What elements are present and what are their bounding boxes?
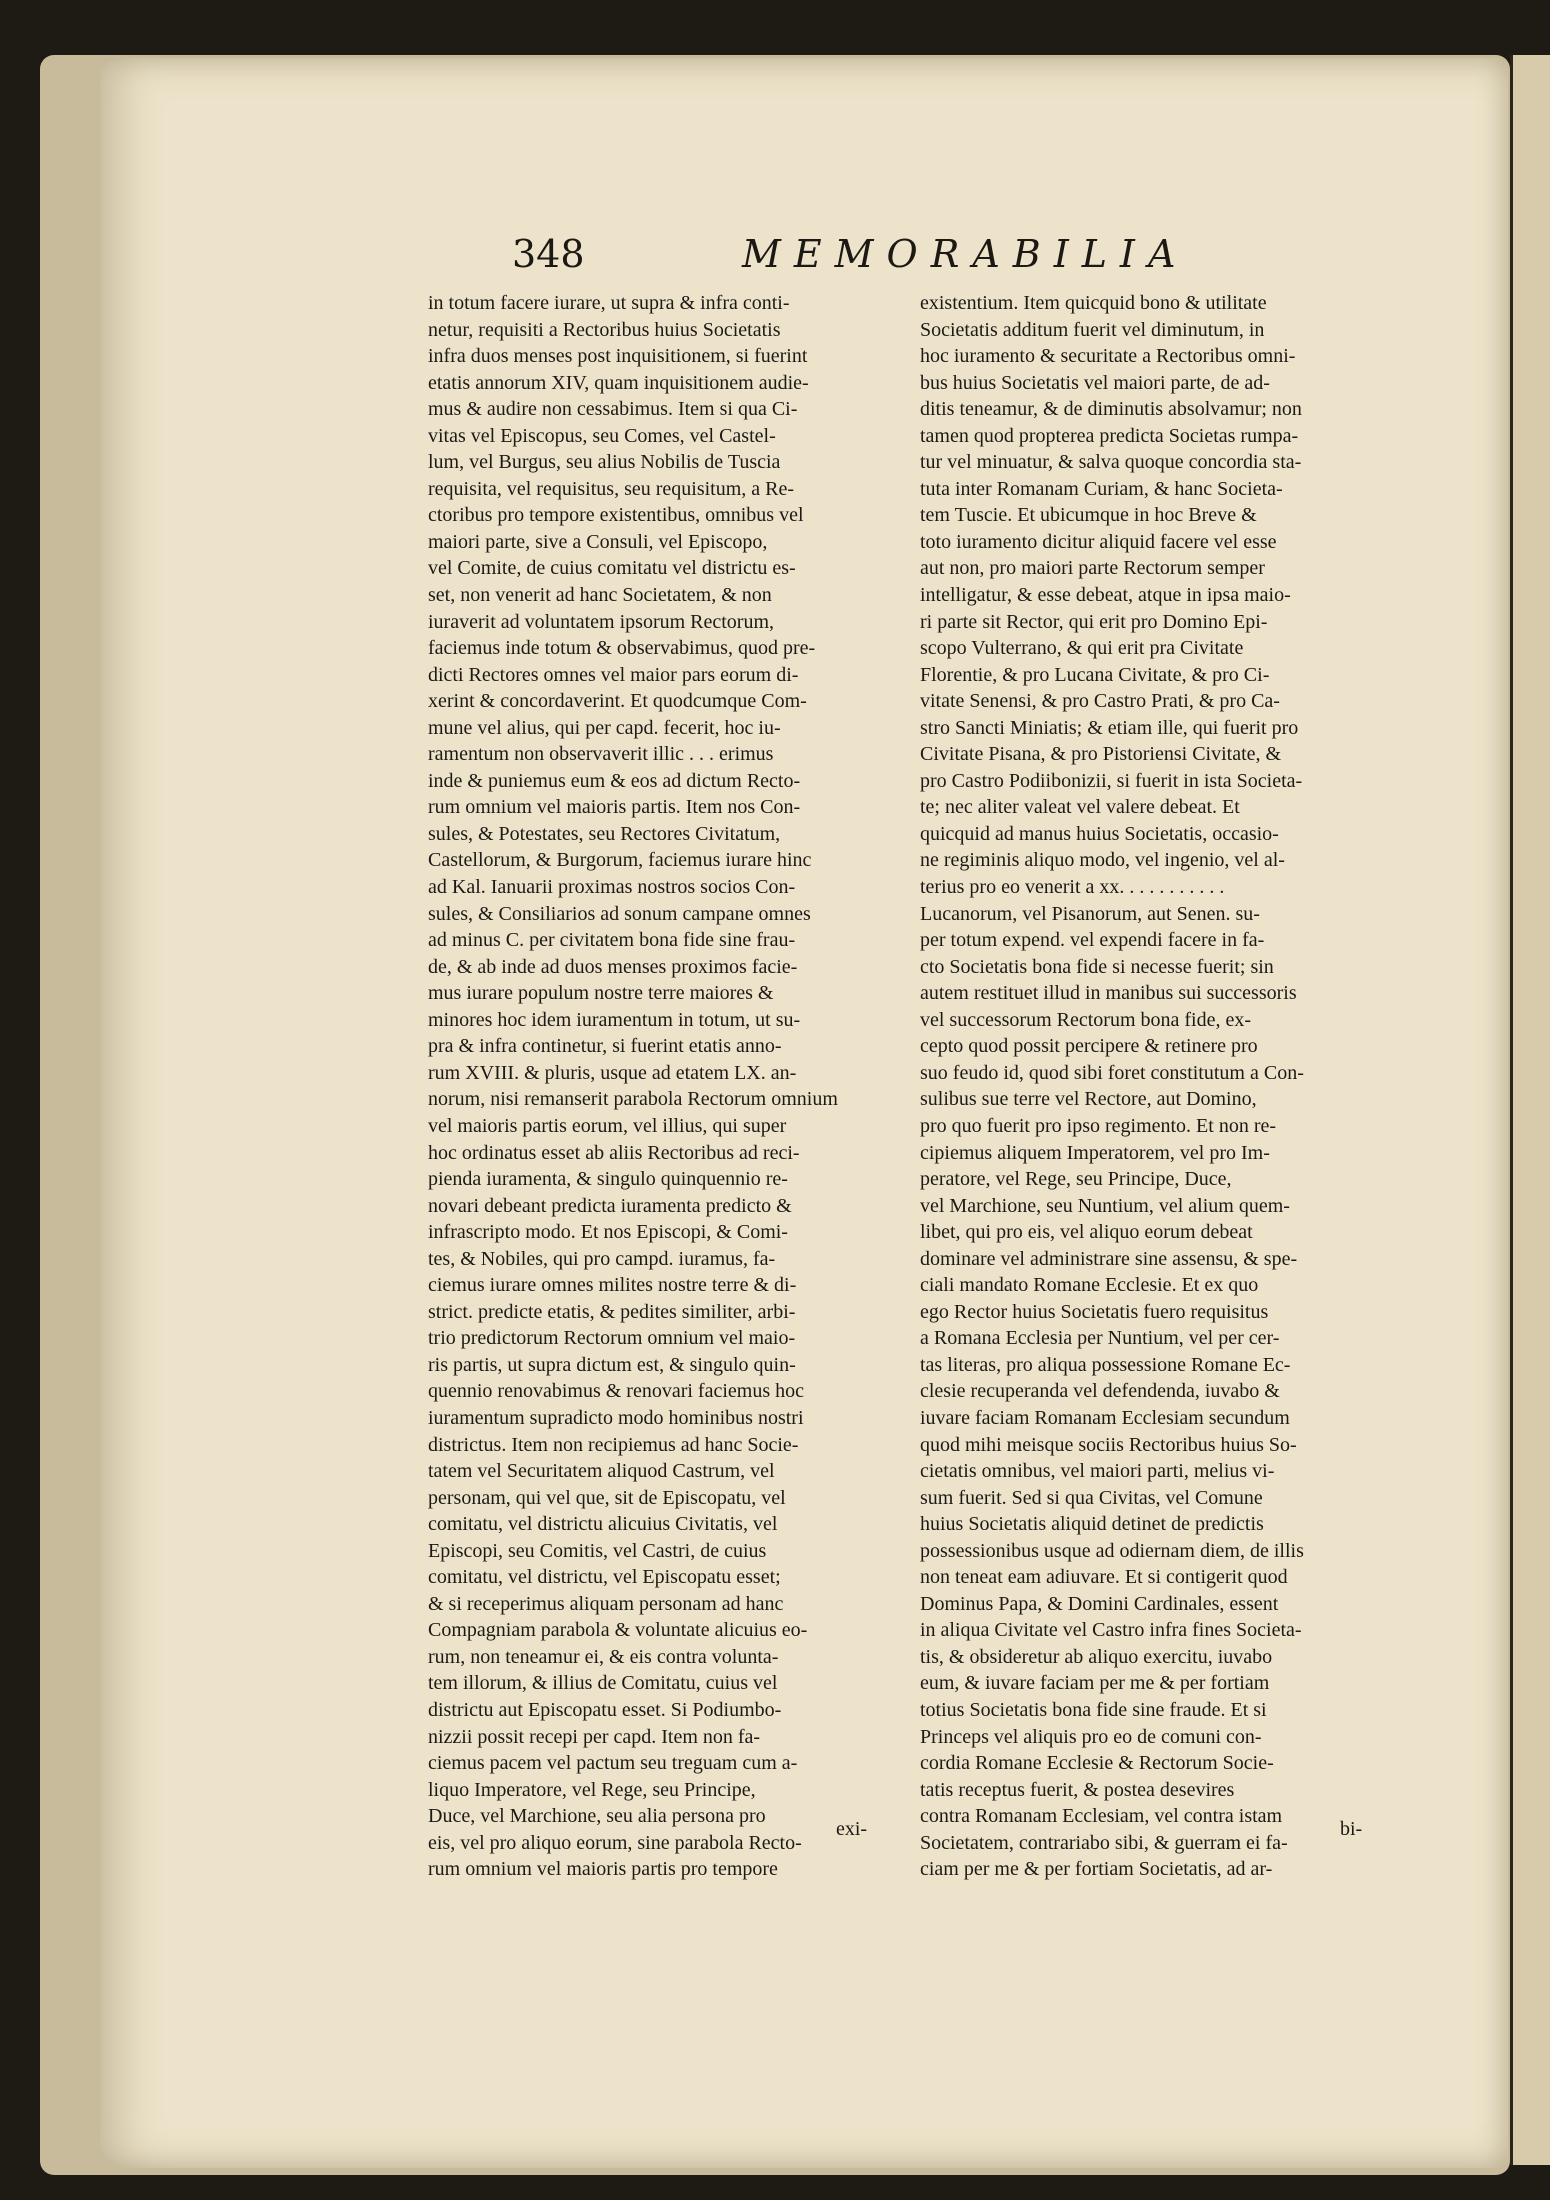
text-line: Castellorum, & Burgorum, faciemus iurare hinc — [428, 849, 812, 872]
text-line: toto iuramento dicitur aliquid facere vel esse — [920, 530, 1277, 553]
text-line: trio predictorum Rectorum omnium vel maio- — [428, 1327, 796, 1350]
text-line: in aliqua Civitate vel Castro infra fines Societa- — [920, 1619, 1302, 1642]
text-line: sulibus sue terre vel Rectore, aut Domino, — [920, 1088, 1257, 1111]
text-line: hoc ordinatus esset ab aliis Rectoribus ad reci- — [428, 1141, 800, 1164]
text-line: infra duos menses post inquisitionem, si fuerint — [428, 345, 808, 368]
text-line: peratore, vel Rege, seu Principe, Duce, — [920, 1168, 1232, 1191]
text-line: eis, vel pro aliquo eorum, sine parabola Recto- — [428, 1831, 802, 1854]
text-line: minores hoc idem iuramentum in totum, ut su- — [428, 1008, 801, 1031]
text-line: ramentum non observaverit illic . . . erimus — [428, 743, 774, 766]
text-line: possessionibus usque ad odiernam diem, de illis — [920, 1539, 1304, 1562]
text-line: a Romana Ecclesia per Nuntium, vel per cer- — [920, 1327, 1280, 1350]
text-line: cto Societatis bona fide si necesse fuerit; sin — [920, 955, 1274, 978]
text-line: ad minus C. per civitatem bona fide sine frau- — [428, 929, 796, 952]
text-line: vitate Senensi, & pro Castro Prati, & pro Ca- — [920, 690, 1280, 713]
text-line: Dominus Papa, & Domini Cardinales, essent — [920, 1592, 1279, 1615]
text-line: lum, vel Burgus, seu alius Nobilis de Tuscia — [428, 451, 781, 474]
text-line: nizzii possit recepi per capd. Item non fa- — [428, 1725, 761, 1748]
text-line: tes, & Nobiles, qui pro campd. iuramus, fa- — [428, 1247, 776, 1270]
text-line: districtu aut Episcopatu esset. Si Podiumbo- — [428, 1698, 782, 1721]
running-head: MEMORABILIA — [742, 232, 1189, 276]
text-line: scopo Vulterrano, & qui erit pra Civitate — [920, 637, 1244, 660]
text-line: ctoribus pro tempore existentibus, omnibus vel — [428, 504, 804, 527]
text-line: in totum facere iurare, ut supra & infra conti- — [428, 292, 790, 314]
text-line: pienda iuramenta, & singulo quinquennio re- — [428, 1168, 788, 1191]
text-line: requisita, vel requisitus, seu requisitum, a Re- — [428, 477, 795, 500]
text-line: Societatem, contrariabo sibi, & guerram ei fa- — [920, 1831, 1288, 1854]
text-line: ris partis, ut supra dictum est, & singulo quin- — [428, 1353, 796, 1376]
text-line: eum, & iuvare faciam per me & per fortiam — [920, 1672, 1270, 1695]
text-line: rum XVIII. & pluris, usque ad etatem LX. an- — [428, 1061, 797, 1084]
text-line: Princeps vel aliquis pro eo de comuni con- — [920, 1725, 1262, 1748]
text-line: quennio renovabimus & renovari faciemus hoc — [428, 1380, 804, 1403]
text-line: tur vel minuatur, & salva quoque concordia sta- — [920, 451, 1302, 474]
text-line: ne regiminis aliquo modo, vel ingenio, vel al- — [920, 849, 1285, 872]
text-line: sules, & Consiliarios ad sonum campane omnes — [428, 902, 811, 925]
text-line: ciemus iurare omnes milites nostre terre & di- — [428, 1274, 797, 1297]
text-line: tas literas, pro aliqua possessione Romane Ec- — [920, 1353, 1291, 1376]
text-line: totius Societatis bona fide sine fraude. Et si — [920, 1698, 1267, 1721]
right-text-column — [920, 290, 1392, 1883]
text-line: comitatu, vel districtu alicuius Civitatis, vel — [428, 1513, 778, 1536]
text-line: existentium. Item quicquid bono & utilitate — [920, 292, 1267, 314]
text-line: mus iurare populum nostre terre maiores & — [428, 982, 774, 1005]
text-line: stro Sancti Miniatis; & etiam ille, qui fuerit pro — [920, 716, 1299, 739]
text-line: ditis teneamur, & de diminutis absolvamur; non — [920, 398, 1302, 421]
text-line: cipiemus aliquem Imperatorem, vel pro Im- — [920, 1141, 1270, 1164]
text-line: & si receperimus aliquam personam ad hanc — [428, 1592, 784, 1615]
text-line: sules, & Potestates, seu Rectores Civitatum, — [428, 822, 781, 845]
text-line: dicti Rectores omnes vel maior pars eorum di- — [428, 663, 799, 686]
text-line: novari debeant predicta iuramenta predicto & — [428, 1194, 792, 1217]
text-line: cietatis omnibus, vel maiori parti, melius vi- — [920, 1460, 1275, 1483]
text-line: Duce, vel Marchione, seu alia persona pro — [428, 1805, 766, 1828]
text-line: rum omnium vel maioris partis pro tempore — [428, 1858, 778, 1881]
text-line: vel Comite, de cuius comitatu vel districtu es- — [428, 557, 796, 580]
text-line: pro quo fuerit pro ipso regimento. Et non re- — [920, 1114, 1277, 1137]
text-line: contra Romanam Ecclesiam, vel contra istam — [920, 1805, 1283, 1828]
text-line: quod mihi meisque sociis Rectoribus huius So- — [920, 1433, 1297, 1456]
text-line: non teneat eam adiuvare. Et si contigerit quod — [920, 1566, 1288, 1589]
text-line: intelligatur, & esse debeat, atque in ipsa maio- — [920, 584, 1291, 607]
text-line: bus huius Societatis vel maiori parte, de ad- — [920, 371, 1270, 394]
text-line: set, non venerit ad hanc Societatem, & non — [428, 584, 772, 607]
text-line: cepto quod possit percipere & retinere pro — [920, 1035, 1258, 1058]
text-line: ciemus pacem vel pactum seu treguam cum a- — [428, 1752, 798, 1775]
text-line: pra & infra continetur, si fuerint etatis anno- — [428, 1035, 782, 1058]
text-line: aut non, pro maiori parte Rectorum semper — [920, 557, 1265, 580]
right-catchword: bi- — [1340, 1818, 1363, 1840]
text-line: liquo Imperatore, vel Rege, seu Principe, — [428, 1778, 756, 1801]
text-line: de, & ab inde ad duos menses proximos facie- — [428, 955, 798, 978]
text-line: vel successorum Rectorum bona fide, ex- — [920, 1008, 1252, 1031]
text-line: netur, requisiti a Rectoribus huius Societatis — [428, 318, 781, 341]
text-line: xerint & concordaverint. Et quodcumque Com- — [428, 690, 807, 713]
text-line: huius Societatis aliquid detinet de predictis — [920, 1513, 1264, 1536]
text-line: Societatis additum fuerit vel diminutum, in — [920, 318, 1265, 341]
text-line: vel Marchione, seu Nuntium, vel alium quem- — [920, 1194, 1290, 1217]
text-line: norum, nisi remanserit parabola Rectorum omnium — [428, 1088, 838, 1111]
text-line: ad Kal. Ianuarii proximas nostros socios Con- — [428, 876, 796, 899]
text-line: vel maioris partis eorum, vel illius, qui super — [428, 1114, 787, 1137]
text-line: tem Tuscie. Et ubicumque in hoc Breve & — [920, 504, 1257, 527]
facing-page-edge — [1510, 55, 1550, 2165]
text-line: pro Castro Podiibonizii, si fuerit in ista Societa- — [920, 769, 1303, 792]
text-line: cordia Romane Ecclesie & Rectorum Socie- — [920, 1752, 1274, 1775]
text-line: strict. predicte etatis, & pedites similiter, arbi- — [428, 1300, 796, 1323]
text-line: personam, qui vel que, sit de Episcopatu, vel — [428, 1486, 786, 1509]
text-line: mune vel alius, qui per capd. fecerit, hoc iu- — [428, 716, 781, 739]
left-catchword: exi- — [836, 1818, 868, 1840]
text-line: tatis receptus fuerit, & postea desevires — [920, 1778, 1235, 1801]
text-line: ciali mandato Romane Ecclesie. Et ex quo — [920, 1274, 1259, 1297]
text-line: rum, non teneamur ei, & eis contra volunta- — [428, 1645, 779, 1668]
text-line: etatis annorum XIV, quam inquisitionem audie- — [428, 371, 809, 394]
text-line: ego Rector huius Societatis fuero requisitus — [920, 1300, 1269, 1323]
text-line: districtus. Item non recipiemus ad hanc Socie- — [428, 1433, 799, 1456]
text-line: hoc iuramento & securitate a Rectoribus omni- — [920, 345, 1296, 368]
text-line: tatem vel Securitatem aliquod Castrum, vel — [428, 1460, 775, 1483]
text-line: sum fuerit. Sed si qua Civitas, vel Comune — [920, 1486, 1263, 1509]
text-line: mus & audire non cessabimus. Item si qua Ci- — [428, 398, 798, 421]
page-header — [512, 232, 1192, 292]
text-line: clesie recuperanda vel defendenda, iuvabo & — [920, 1380, 1280, 1403]
text-line: tuta inter Romanam Curiam, & hanc Societa- — [920, 477, 1283, 500]
text-line: per totum expend. vel expendi facere in fa- — [920, 929, 1265, 952]
text-line: faciemus inde totum & observabimus, quod pre- — [428, 637, 816, 660]
text-line: Civitate Pisana, & pro Pistoriensi Civitate, & — [920, 743, 1282, 766]
text-line: iuraverit ad voluntatem ipsorum Rectorum, — [428, 610, 775, 633]
text-line: tem illorum, & illius de Comitatu, cuius vel — [428, 1672, 778, 1695]
text-line: dominare vel administrare sine assensu, & spe- — [920, 1247, 1298, 1270]
text-line: infrascripto modo. Et nos Episcopi, & Comi- — [428, 1221, 788, 1244]
text-line: Florentie, & pro Lucana Civitate, & pro Ci- — [920, 663, 1270, 686]
page-number: 348 — [512, 232, 585, 276]
text-line: tis, & obsideretur ab aliquo exercitu, iuvabo — [920, 1645, 1273, 1668]
text-line: libet, qui pro eis, vel aliquo eorum debeat — [920, 1221, 1253, 1244]
text-line: Episcopi, seu Comitis, vel Castri, de cuius — [428, 1539, 767, 1562]
text-line: iuramentum supradicto modo hominibus nostri — [428, 1406, 804, 1429]
text-line: Lucanorum, vel Pisanorum, aut Senen. su- — [920, 902, 1260, 925]
text-line: inde & puniemus eum & eos ad dictum Recto- — [428, 769, 801, 792]
text-line: ri parte sit Rector, qui erit pro Domino Epi- — [920, 610, 1268, 633]
text-line: iuvare faciam Romanam Ecclesiam secundum — [920, 1406, 1290, 1429]
text-line: comitatu, vel districtu, vel Episcopatu esset; — [428, 1566, 781, 1589]
text-line: suo feudo id, quod sibi foret constitutum a Con- — [920, 1061, 1304, 1084]
text-line: tamen quod propterea predicta Societas rumpa- — [920, 424, 1299, 447]
text-line: te; nec aliter valeat vel valere debeat. Et — [920, 796, 1240, 819]
text-line: ciam per me & per fortiam Societatis, ad ar- — [920, 1858, 1273, 1881]
text-line: Compagniam parabola & voluntate alicuius eo- — [428, 1619, 808, 1642]
text-line: terius pro eo venerit a xx. . . . . . . . . . . — [920, 876, 1225, 899]
text-line: vitas vel Episcopus, seu Comes, vel Castel- — [428, 424, 776, 447]
text-line: quicquid ad manus huius Societatis, occasio- — [920, 822, 1279, 845]
text-line: maiori parte, sive a Consuli, vel Episcopo, — [428, 530, 768, 553]
left-text-column — [428, 290, 898, 1883]
text-line: autem restituet illud in manibus sui successoris — [920, 982, 1297, 1005]
text-line: rum omnium vel maioris partis. Item nos Con- — [428, 796, 801, 819]
